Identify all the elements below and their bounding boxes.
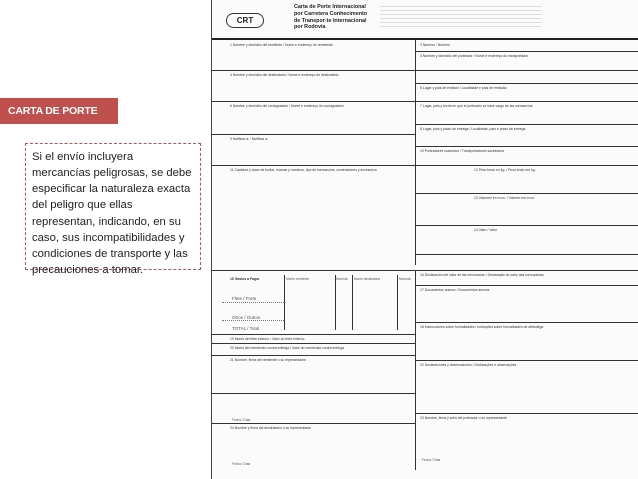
- dangerous-goods-note: Si el envío incluyera mercancías peligrosas, se debe especificar la naturaleza exacta del peligro que ellas representan, indicando, en su caso, sus incompatibilidades y condiciones de transporte y las precauciones a tomar.: [25, 143, 201, 270]
- field-12-label: 12 Peso bruto en kg. / Peso bruto em kg.: [474, 168, 536, 172]
- crt-document-scan: [211, 0, 638, 479]
- field-8-label: 8 Lugar, país y plazo de entrega / Localidade, país e prazo de entrega: [420, 127, 526, 131]
- field-1-label: 1 Nombre y domicilio del remitente / Nome e endereço do remetente: [230, 43, 333, 47]
- field-20-label: 20 Monto del reembolso contra entrega / Valor do reembolso contra entrega: [230, 346, 344, 350]
- field-11-label: 11 Cantidad y clase de bultos, marcas y números, tipo de mercancías, contenedores y accesorios: [230, 168, 377, 172]
- charges-row-total: TOTAL / Total: [232, 326, 260, 331]
- field-7-label: 7 Lugar, país y fecha en que el porteador se hace cargo de las mercancías: [420, 104, 533, 108]
- fecha-label-1: Fecha / Data: [232, 418, 251, 422]
- field-16-label: 16 Declaración del valor de las mercancías / Declaração do valor das mercadorias: [420, 273, 544, 277]
- field-17-label: 17 Documentos anexos / Documentos anexos: [420, 288, 490, 292]
- header-fine-print: ______________________________________________________________________________________________ ______________________________________________________________________________________________ ______________________________________________________________________________________________ ______________________________________________________________________________________________ ______________________________________________________________________________________________ ______________________________________________________________________________________________: [380, 3, 542, 28]
- field-18-label: 18 Instrucciones sobre formalidades / Instruções sobre formalidades de alfândega: [420, 325, 544, 329]
- field-3-label: 3 Nombre y domicilio del porteador / Nome e endereço do transportador: [420, 54, 529, 58]
- charges-col-currency-1: Moneda: [336, 277, 348, 281]
- charges-col-currency-2: Moneda: [399, 277, 411, 281]
- charges-row-others: Otros / Outros: [232, 315, 261, 320]
- field-9-label: 9 Notificar a: / Notificar a:: [230, 137, 269, 141]
- field-6-label: 6 Nombre y domicilio del consignatario / Nome e endereço do consignatário: [230, 104, 344, 108]
- field-2-label: 2 Número / Número: [420, 43, 450, 47]
- charges-col-sender: Monto remitente: [286, 277, 310, 281]
- field-4-label: 4 Nombre y domicilio del destinatario / Nome e endereço do destinatário: [230, 73, 339, 77]
- charges-row-freight: Flete / Frete: [232, 296, 257, 301]
- field-13-label: 13 Volumen en m.cu. / Volume em m.cu.: [474, 196, 535, 200]
- field-21-label: 21 Nombre, firma del remitente o su representante: [230, 358, 306, 362]
- field-10-label: 10 Porteadores sucesivos / Transportadores sucessivos: [420, 149, 505, 153]
- field-19-label: 19 Monto del flete externo / Valor do frete externo: [230, 337, 305, 341]
- document-header: [212, 0, 638, 40]
- field-15-label: 15 Gastos a Pagar: [230, 277, 260, 281]
- charges-col-recipient: Monto destinatario: [354, 277, 381, 281]
- field-23-label: 23 Nombre, firma y sello del porteador o su representante: [420, 416, 507, 420]
- field-22-label: 22 Declaraciones y observaciones / Declarações e observações: [420, 363, 517, 367]
- slide-title-tag: CARTA DE PORTE: [0, 98, 118, 124]
- fecha-label-3: Fecha / Data: [422, 458, 441, 462]
- field-14-label: 14 Valor / Valor: [474, 228, 497, 232]
- fecha-label-2: Fecha / Data: [232, 462, 251, 466]
- crt-badge: CRT: [226, 13, 264, 28]
- document-title: Carta de Porte Internacional por Carretera Conhecimento de Transpor-te Internacional por Rodovia: [294, 4, 368, 31]
- field-24-label: 24 Nombre y firma del destinatario o su representante: [230, 426, 312, 430]
- field-5-label: 5 Lugar y país de emisión / Localidade e país de emissão: [420, 86, 507, 90]
